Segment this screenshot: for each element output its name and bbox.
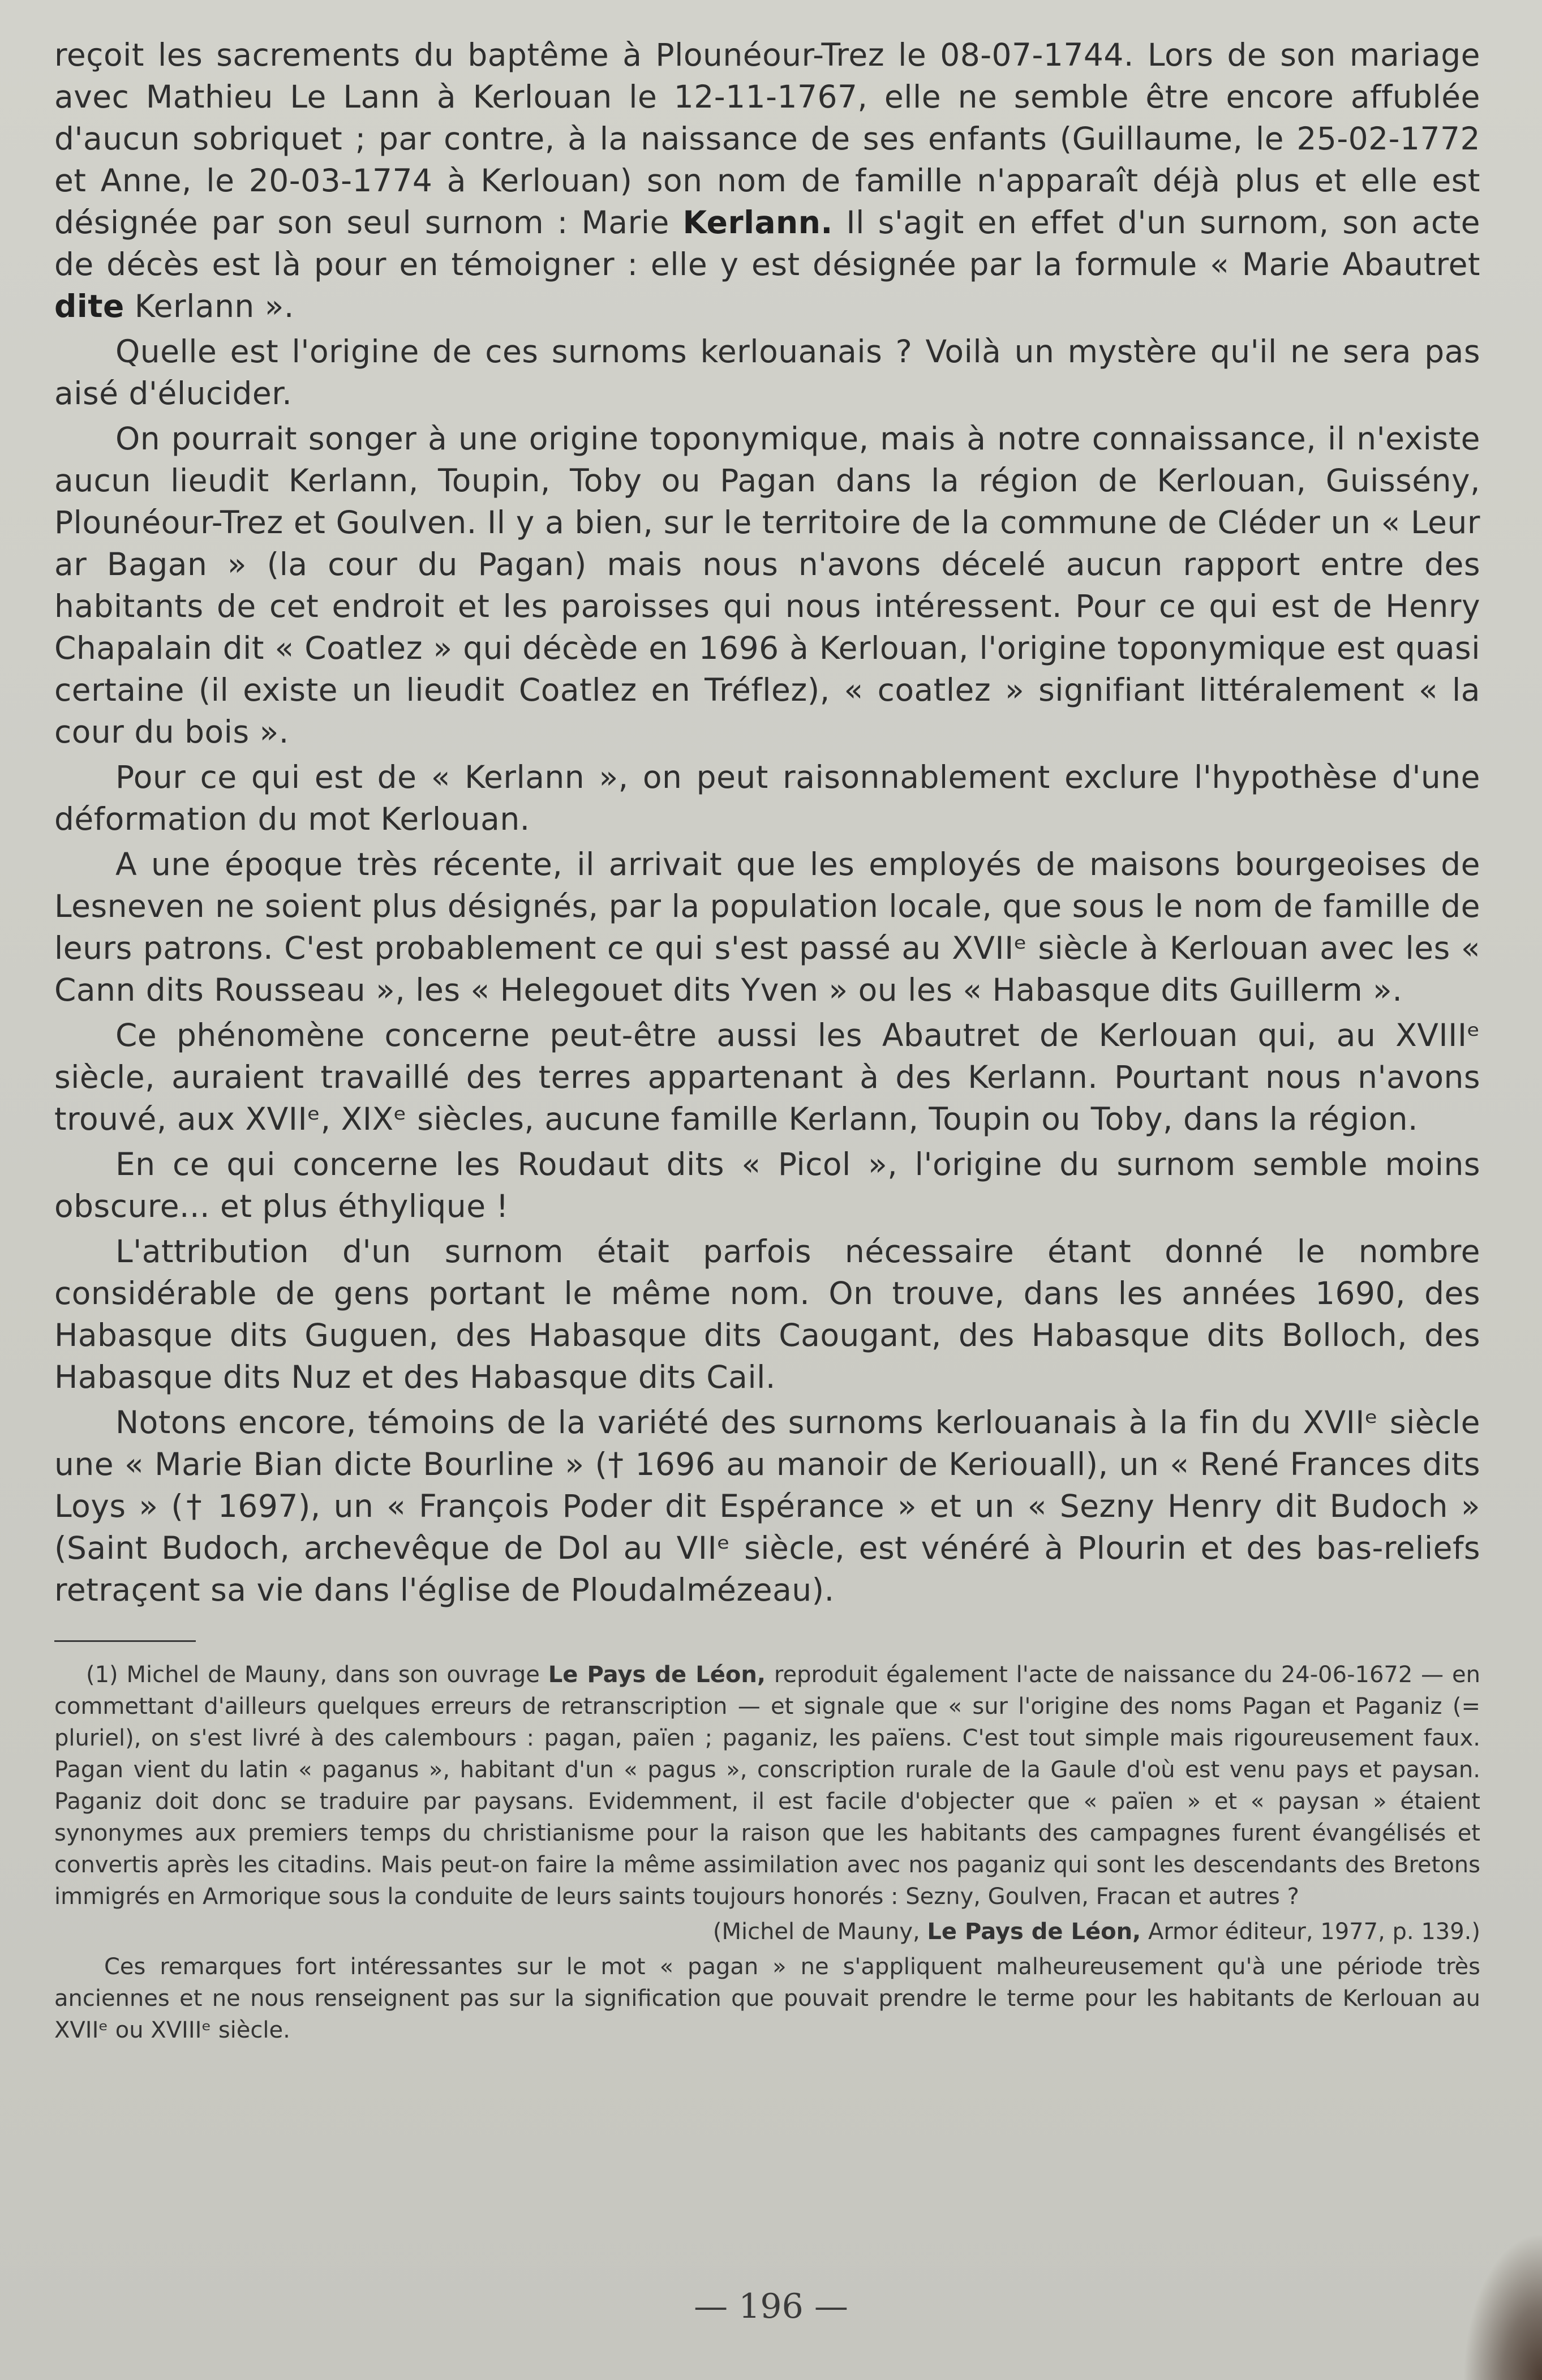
text-run: Pour ce qui est de « Kerlann », on peut raisonnablement exclure l'hypothèse d'une déformation du mot Kerlouan. (54, 759, 1480, 837)
text-run: L'attribution d'un surnom était parfois nécessaire étant donné le nombre considérable de gens portant le même nom. On trouve, dans les années 1690, des Habasque dits Guguen, des Habasque dits Caougant, des Habasque dits Bolloch, des Habasque dits Nuz et des Habasque dits Cail. (54, 1233, 1480, 1395)
paragraph (54, 756, 1480, 840)
footnote-remark: Ces remarques fort intéressantes sur le mot « pagan » ne s'appliquent malheureusement qu'à une période très anciennes et ne nous renseignent pas sur la signification que pouvait prendre le terme pour les habitants de Kerlouan au XVIIᵉ ou XVIIIᵉ siècle. (54, 1954, 1480, 2043)
text-run: (1) Michel de Mauny, dans son ouvrage (86, 1662, 548, 1688)
text-run: (Michel de Mauny, (712, 1919, 927, 1945)
paragraph (54, 331, 1480, 414)
text-run: On pourrait songer à une origine toponymique, mais à notre connaissance, il n'existe aucun lieudit Kerlann, Toupin, Toby ou Pagan dans la région de Kerlouan, Guissény, Plounéour-Trez et Goulven. Il y a bien, sur le territoire de la commune de Cléder un « Leur ar Bagan » (la cour du Pagan) mais nous n'avons décelé aucun rapport entre des habitants de cet endroit et les paroisses qui nous intéressent. Pour ce qui est de Henry Chapalain dit « Coatlez » qui décède en 1696 à Kerlouan, l'origine toponymique est quasi certaine (il existe un lieudit Coatlez en Tréflez), « coatlez » signifiant littéralement « la cour du bois ». (54, 421, 1480, 750)
text-run: Kerlann ». (124, 288, 294, 324)
footnote (54, 1659, 1480, 2046)
text-run: Ce phénomène concerne peut-être aussi les Abautret de Kerlouan qui, au XVIIIᵉ siècle, auraient travaillé des terres appartenant à des Kerlann. Pourtant nous n'avons trouvé, aux XVIIᵉ, XIXᵉ siècles, aucune famille Kerlann, Toupin ou Toby, dans la région. (54, 1017, 1480, 1137)
paragraph (54, 418, 1480, 753)
text-run: A une époque très récente, il arrivait que les employés de maisons bourgeoises de Lesneven ne soient plus désignés, par la population locale, que sous le nom de famille de leurs patrons. C'est probablement ce qui s'est passé au XVIIᵉ siècle à Kerlouan avec les « Cann dits Rousseau », les « Helegouet dits Yven » ou les « Habasque dits Guillerm ». (54, 846, 1480, 1008)
text-run: reproduit également l'acte de naissance du 24-06-1672 — en commettant d'ailleurs quelques erreurs de retranscription — et signale que « sur l'origine des noms Pagan et Paganiz (= pluriel), on s'est livré à des calembours : pagan, païen ; paganiz, les païens. C'est tout simple mais rigoureusement faux. Pagan vient du latin « paganus », habitant d'un « pagus », conscription rurale de la Gaule d'où est venu pays et paysan. Paganiz doit donc se traduire par paysans. Evidemment, il est facile d'objecter que « païen » et « paysan » étaient synonymes aux premiers temps du christianisme pour la raison que les habitants des campagnes furent évangélisés et convertis après les citadins. Mais peut-on faire la même assimilation avec nos paganiz qui sont les descendants des Bretons immigrés en Armorique sous la conduite de leurs saints toujours honorés : Sezny, Goulven, Fracan et autres ? (54, 1662, 1481, 1910)
text-run: Quelle est l'origine de ces surnoms kerlouanais ? Voilà un mystère qu'il ne sera pas aisé d'élucider. (54, 333, 1480, 411)
bold-text: dite (54, 288, 124, 324)
footnote-rule (54, 1640, 196, 1642)
text-run: Notons encore, témoins de la variété des surnoms kerlouanais à la fin du XVIIᵉ siècle une « Marie Bian dicte Bourline » († 1696 au manoir de Keriouall), un « René Frances dits Loys » († 1697), un « François Poder dit Espérance » et un « Sezny Henry dit Budoch » (Saint Budoch, archevêque de Dol au VIIᵉ siècle, est vénéré à Plourin et des bas-reliefs retraçent sa vie dans l'église de Ploudalmézeau). (54, 1404, 1480, 1608)
text-run: Il s'agit en effet d'un surnom, son acte de décès est là pour en témoigner : elle y est désignée par la formule « Marie Abautret (54, 204, 1481, 282)
paragraph (54, 34, 1480, 327)
text-run: reçoit les sacrements du baptême à Plounéour-Trez le 08-07-1744. Lors de son mariage avec Mathieu Le Lann à Kerlouan le 12-11-1767, elle ne semble être encore affublée d'aucun sobriquet ; par contre, à la naissance de ses enfants (Guillaume, le 25-02-1772 et Anne, le 20-03-1774 à Kerlouan) son nom de famille n'apparaît déjà plus et elle est désignée par son seul surnom : Marie (54, 37, 1480, 241)
bold-text: Le Pays de Léon, (548, 1662, 766, 1688)
paragraph (54, 1401, 1480, 1611)
paragraph (54, 1143, 1480, 1227)
text-run: En ce qui concerne les Roudaut dits « Picol », l'origine du surnom semble moins obscure... et plus éthylique ! (54, 1146, 1480, 1224)
footnote-text (54, 1659, 1480, 1912)
footnote-citation (54, 1916, 1480, 1948)
body-text (54, 34, 1480, 1611)
page-number: — 196 — (694, 2287, 848, 2326)
bold-text: Le Pays de Léon, (927, 1919, 1141, 1945)
text-column (54, 34, 1480, 2046)
paragraph (54, 843, 1480, 1011)
paragraph (54, 1014, 1480, 1140)
bold-text: Kerlann. (682, 204, 833, 241)
paragraph (54, 1230, 1480, 1398)
text-run: Armor éditeur, 1977, p. 139.) (1141, 1919, 1480, 1945)
